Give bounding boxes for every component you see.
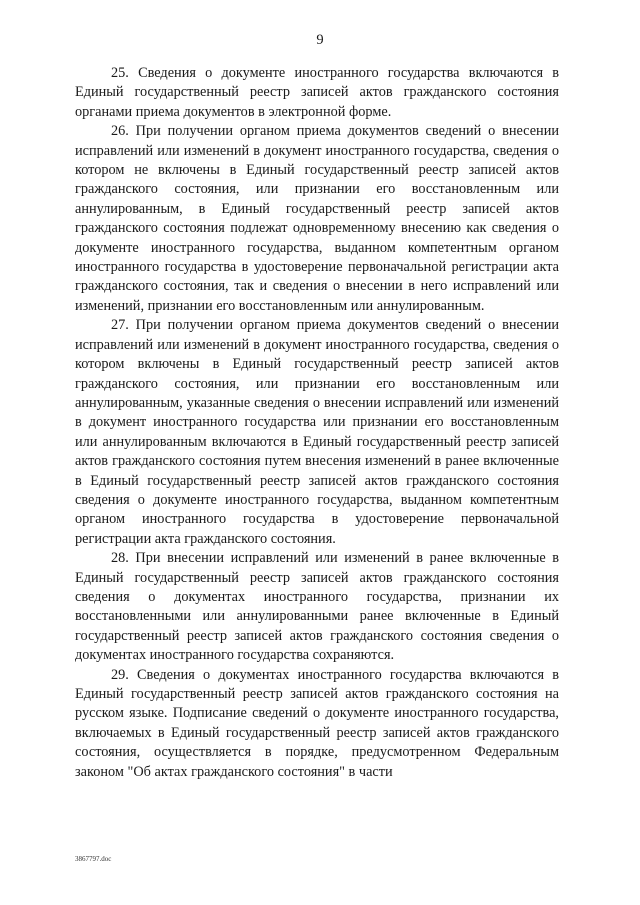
paragraph-27: 27. При получении органом приема документов сведений о внесении исправлений или изменений в документ иностранного государства, сведения о котором включены в Единый государственный реестр записей актов гражданского состояния, или признании его восстановленным или аннулированным, указанные сведения о внесении исправлений или изменений в документ иностранного государства или признании его восстановленным или аннулированным включаются в Единый государственный реестр записей актов гражданского состояния путем внесения изменений в ранее включенные в Единый государственный реестр записей актов гражданского состояния сведения о документе иностранного государства, выданном компетентным органом иностранного государства в удостоверение первоначальной регистрации акта гражданского состояния. bbox=[75, 317, 559, 547]
paragraph-29: 29. Сведения о документах иностранного государства включаются в Единый государственный реестр записей актов гражданского состояния на русском языке. Подписание сведений о документе иностранного государства, включаемых в Единый государственный реестр записей актов гражданского состояния, осуществляется в порядке, предусмотренном Федеральным законом "Об актах гражданского состояния" в части bbox=[75, 666, 559, 780]
page-number: 9 bbox=[316, 32, 324, 48]
paragraph-26: 26. При получении органом приема документов сведений о внесении исправлений или изменений в документ иностранного государства, сведения о котором не включены в Единый государственный реестр записей актов гражданского состояния, или признании его восстановленным или аннулированным, в Единый государственный реестр записей актов гражданского состояния подлежат одновременному внесению как сведения о документе иностранного государства, выданном компетентным органом иностранного государства в удостоверение первоначальной регистрации акта гражданского состояния, так и сведения о внесении в него исправлений или изменений, признании его восстановленным или аннулированным. bbox=[75, 123, 559, 314]
paragraph-28: 28. При внесении исправлений или изменений в ранее включенные в Единый государственный реестр записей актов гражданского состояния сведения о документах иностранного государства, признании их восстановленными или аннулированными ранее включенные в Единый государственный реестр записей актов гражданского состояния сведения о документах иностранного государства сохраняются. bbox=[75, 550, 559, 664]
document-body bbox=[75, 64, 559, 782]
paragraph-25: 25. Сведения о документе иностранного государства включаются в Единый государственный реестр записей актов гражданского состояния органами приема документов в электронной форме. bbox=[75, 65, 559, 120]
document-file-code: 3867797.doc bbox=[75, 855, 112, 863]
